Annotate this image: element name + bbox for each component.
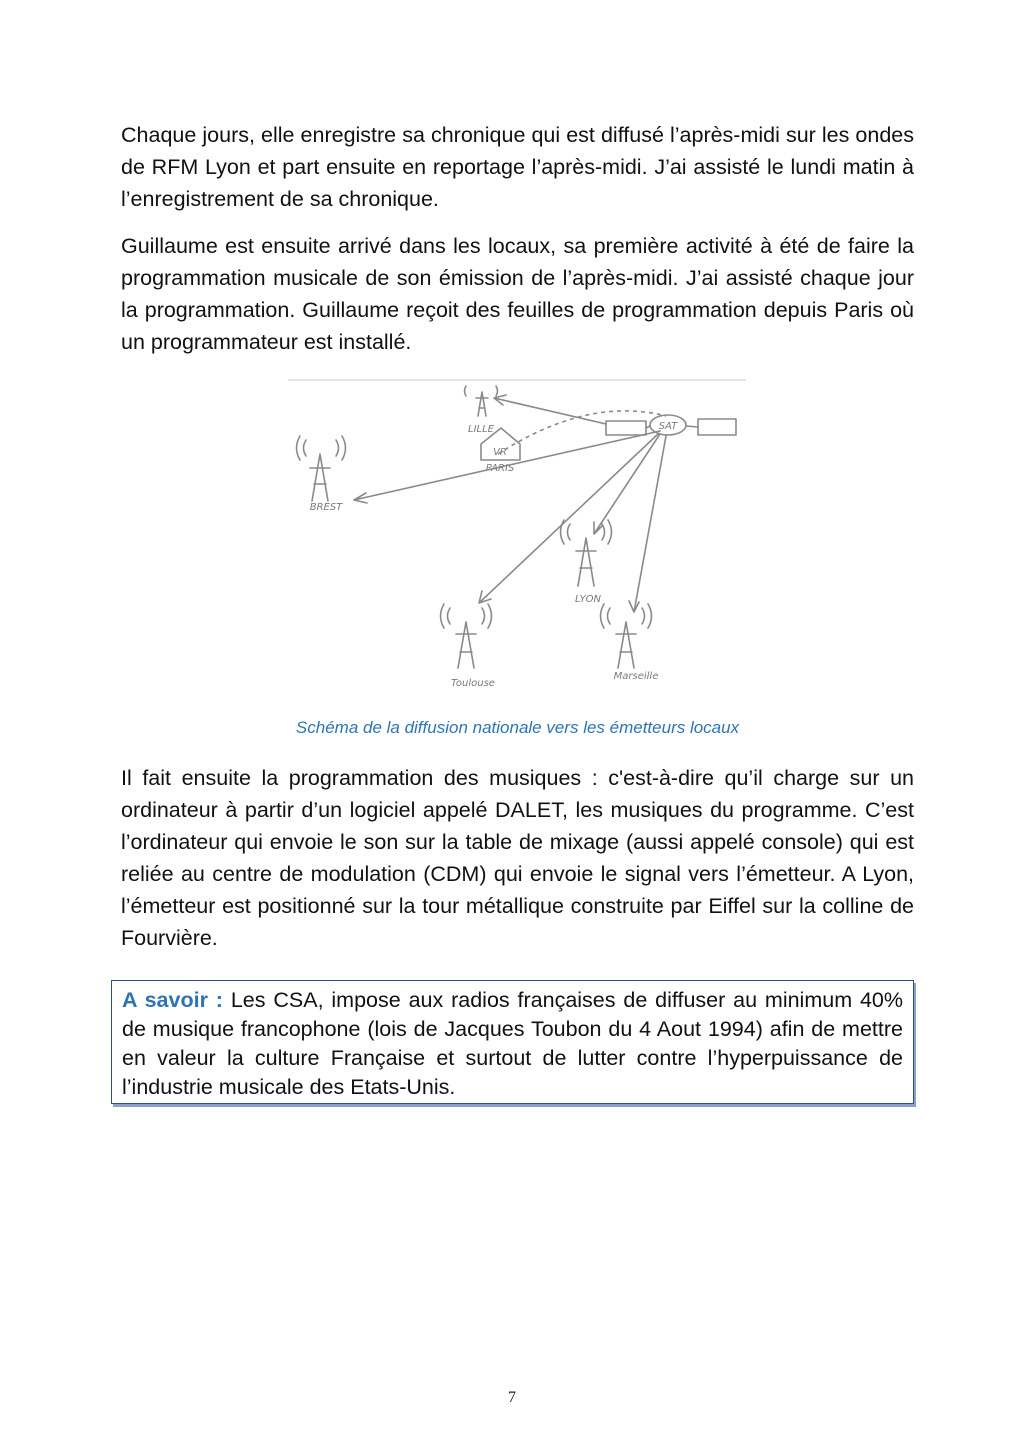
- info-box-text: Les CSA, impose aux radios françaises de diffuser au minimum 40% de musique francophone (lois de Jacques Toubon du 4 Aout 1994) afin de mettre en valeur la culture Française et surtout de lutter contre l’hyperpuissance de l’industrie musicale des Etats-Unis.: [122, 988, 903, 1099]
- toulouse-mast-icon: [441, 604, 495, 689]
- label-lyon: LYON: [575, 594, 601, 605]
- label-lille: LILLE: [468, 424, 494, 435]
- label-brest: BREST: [309, 502, 343, 513]
- lille-mast-icon: [465, 386, 498, 435]
- marseille-mast-icon: [601, 604, 659, 682]
- paragraph-programmation: Guillaume est ensuite arrivé dans les locaux, sa première activité à été de faire la programmation musicale de son émission de l’après-midi. J’ai assisté chaque jour la programmation. Guillaume reçoit des feuilles de programmation depuis Paris où un programmateur est installé.: [121, 234, 914, 354]
- label-paris: PARIS: [485, 463, 515, 474]
- satellite-icon: [606, 415, 736, 435]
- info-box: [111, 980, 914, 1104]
- lyon-mast-icon: [561, 520, 612, 605]
- downlink-arrows: [354, 395, 666, 612]
- broadcast-diagram: [288, 376, 746, 692]
- label-marseille: Marseille: [613, 671, 659, 682]
- label-toulouse: Toulouse: [451, 678, 495, 689]
- figure-caption: Schéma de la diffusion nationale vers les émetteurs locaux: [295, 718, 740, 737]
- uplink-dashed: [498, 411, 666, 454]
- broadcast-sketch: [288, 376, 746, 692]
- paragraph-dalet: Il fait ensuite la programmation des musiques : c'est-à-dire qu’il charge sur un ordinateur à partir d’un logiciel appelé DALET, les musiques du programme. C’est l’ordinateur qui envoie le son sur la table de mixage (aussi appelé console) qui est reliée au centre de modulation (CDM) qui envoie le signal vers l’émetteur. A Lyon, l’émetteur est positionné sur la tour métallique construite par Eiffel sur la colline de Fourvière.: [121, 766, 914, 950]
- info-box-label: A savoir :: [122, 988, 223, 1012]
- page-number: 7: [508, 1389, 516, 1406]
- label-sat: SAT: [658, 421, 678, 432]
- label-vr: VR: [493, 447, 507, 458]
- brest-mast-icon: [297, 436, 346, 513]
- paragraph-chronique: Chaque jours, elle enregistre sa chronique qui est diffusé l’après-midi sur les ondes de RFM Lyon et part ensuite en reportage l’après-midi. J’ai assisté le lundi matin à l’enregistrement de sa chronique.: [121, 123, 914, 211]
